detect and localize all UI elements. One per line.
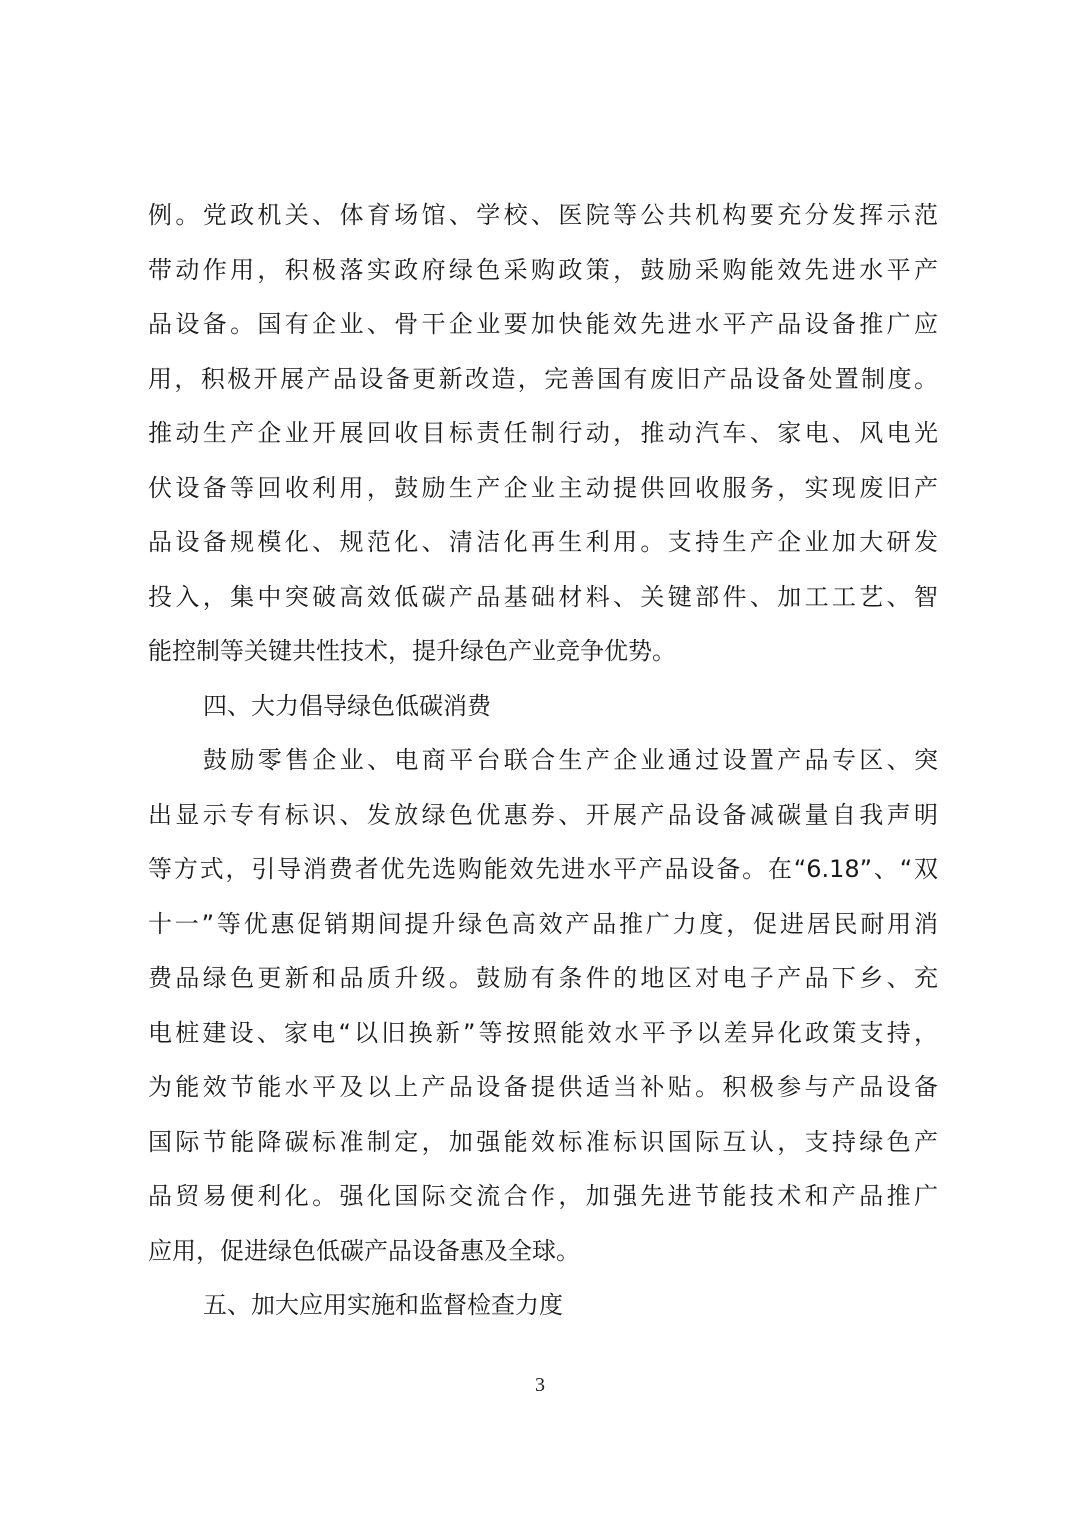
text-line: 应用，促进绿色低碳产品设备惠及全球。 xyxy=(148,1236,580,1265)
page-number: 3 xyxy=(535,1374,545,1396)
text-line: 鼓励零售企业、电商平台联合生产企业通过设置产品专区、突 xyxy=(203,746,938,774)
document-body xyxy=(148,188,938,1333)
text-line: 等方式，引导消费者优先选购能效先进水平产品设备。在“6.18”、“双 xyxy=(148,855,938,883)
text-line: 十一”等优惠促销期间提升绿色高效产品推广力度，促进居民耐用消 xyxy=(148,909,938,938)
text-line: 费品绿色更新和品质升级。鼓励有条件的地区对电子产品下乡、充 xyxy=(148,964,938,992)
text-line: 为能效节能水平及以上产品设备提供适当补贴。积极参与产品设备 xyxy=(148,1073,938,1101)
text-line: 例。党政机关、体育场馆、学校、医院等公共机构要充分发挥示范 xyxy=(148,201,938,229)
text-line: 带动作用，积极落实政府绿色采购政策，鼓励采购能效先进水平产 xyxy=(148,255,938,284)
text-line: 投入，集中突破高效低碳产品基础材料、关键部件、加工工艺、智 xyxy=(148,582,938,611)
text-line: 品设备。国有企业、骨干企业要加快能效先进水平产品设备推广应 xyxy=(148,310,938,338)
text-line: 能控制等关键共性技术，提升绿色产业竞争优势。 xyxy=(148,637,676,665)
text-line: 用，积极开展产品设备更新改造，完善国有废旧产品设备处置制度。 xyxy=(148,364,938,393)
text-line: 电桩建设、家电“以旧换新”等按照能效水平予以差异化政策支持， xyxy=(148,1018,938,1047)
text-line: 品设备规模化、规范化、清洁化再生利用。支持生产企业加大研发 xyxy=(148,528,938,556)
text-line: 伏设备等回收利用，鼓励生产企业主动提供回收服务，实现废旧产 xyxy=(148,473,938,502)
text-line: 推动生产企业开展回收目标责任制行动，推动汽车、家电、风电光 xyxy=(148,419,938,447)
text-line: 国际节能降碳标准制定，加强能效标准标识国际互认，支持绿色产 xyxy=(148,1127,938,1156)
text-line: 品贸易便利化。强化国际交流合作，加强先进节能技术和产品推广 xyxy=(148,1182,938,1210)
text-line: 出显示专有标识、发放绿色优惠券、开展产品设备减碳量自我声明 xyxy=(148,800,938,829)
section-heading-5: 五、加大应用实施和监督检查力度 xyxy=(203,1291,563,1319)
section-heading-4: 四、大力倡导绿色低碳消费 xyxy=(203,691,491,720)
